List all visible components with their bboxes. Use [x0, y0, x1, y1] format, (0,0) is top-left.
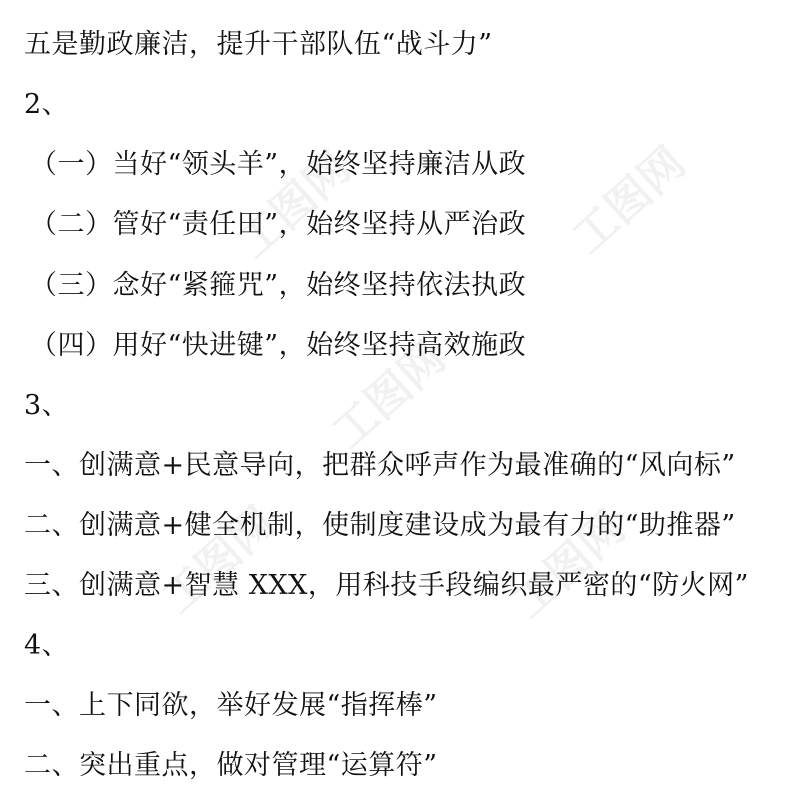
list-item: 二、突出重点，做对管理“运算符” — [24, 750, 438, 781]
heading-line: 五是勤政廉洁，提升干部队伍“战斗力” — [24, 29, 493, 60]
watermark: 工图网 — [322, 332, 456, 459]
watermark: 工图网 — [227, 142, 361, 269]
list-item: 二、创满意+健全机制，使制度建设成为最有力的“助推器” — [24, 510, 736, 541]
section-number: 4、 — [24, 630, 70, 661]
section-number: 3、 — [24, 390, 70, 421]
list-item: 一、创满意+民意导向，把群众呼声作为最准确的“风向标” — [24, 450, 736, 481]
watermark: 工图网 — [502, 502, 636, 629]
list-item: 一、上下同欲，举好发展“指挥棒” — [24, 690, 438, 721]
list-item: （二）管好“责任田”，始终坚持从严治政 — [30, 209, 527, 240]
list-item: （一）当好“领头羊”，始终坚持廉洁从政 — [30, 149, 527, 180]
list-item: （三）念好“紧箍咒”，始终坚持依法执政 — [30, 270, 527, 301]
watermark: 工图网 — [152, 497, 286, 624]
list-item: （四）用好“快进键”，始终坚持高效施政 — [30, 330, 527, 361]
watermark: 工图网 — [562, 137, 696, 264]
list-item: 三、创满意+智慧 XXX，用科技手段编织最严密的“防火网” — [24, 570, 749, 601]
section-number: 2、 — [24, 89, 70, 120]
